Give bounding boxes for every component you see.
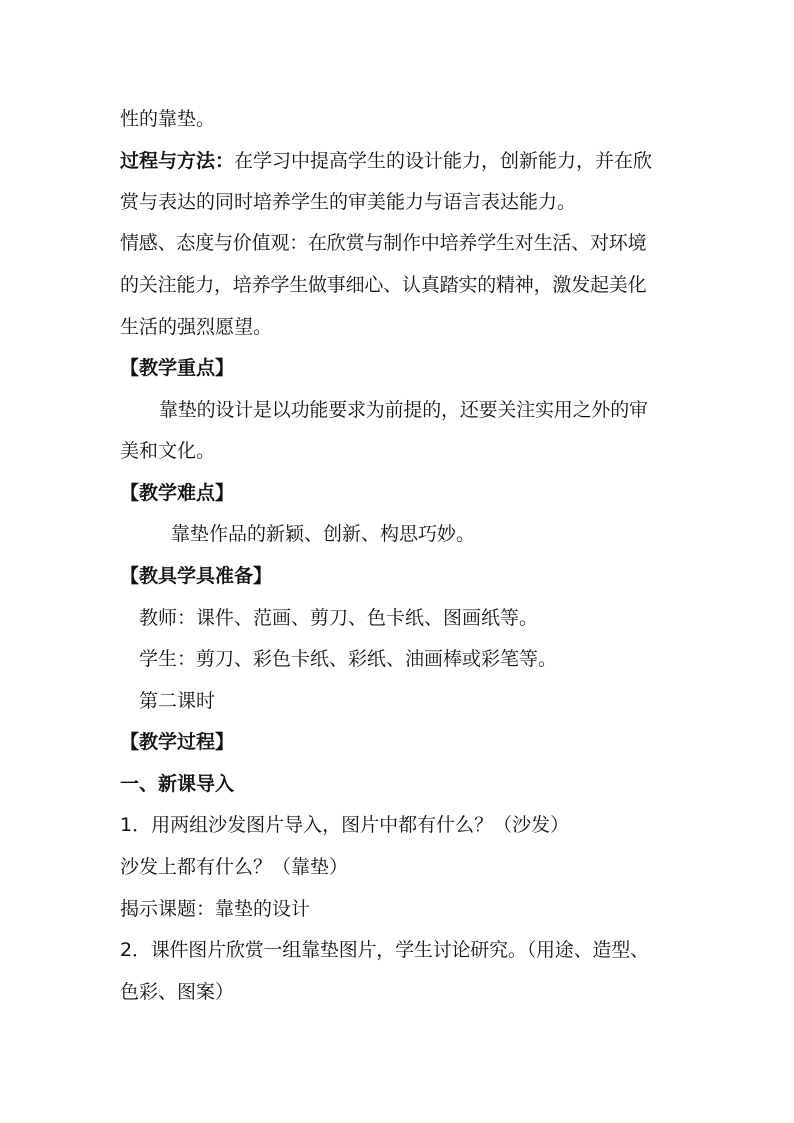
line-text: 揭示课题：靠垫的设计	[120, 898, 311, 920]
line-text: 学生：剪刀、彩色卡纸、彩纸、油画棒或彩笔等。	[139, 648, 558, 670]
teacher-materials-text	[139, 606, 538, 630]
line-text: 在学习中提高学生的设计能力，创新能力，并在欣	[234, 150, 653, 172]
line-text: 美和文化。	[120, 440, 216, 462]
text-line-6	[120, 315, 272, 339]
line-text: 靠垫作品的新颖、创新、构思巧妙。	[171, 523, 476, 545]
line-text: 色彩、图案）	[120, 981, 235, 1003]
line-text: 教师：课件、范画、剪刀、色卡纸、图画纸等。	[139, 607, 539, 629]
heading-text: 【教具学具准备】	[120, 565, 273, 587]
line-text: 沙发上都有什么？（靠垫）	[120, 856, 349, 878]
heading-text: 【教学重点】	[120, 357, 235, 379]
heading-text: 【教学难点】	[120, 482, 235, 504]
line-text: 情感、态度与价值观：在欣赏与制作中培养学生对生活、对环境	[120, 232, 647, 254]
emotion-attitude-line	[120, 231, 646, 255]
line-text: 靠垫的设计是以功能要求为前提的，还要关注实用之外的审	[159, 399, 648, 421]
line-text: 第二课时	[139, 690, 216, 712]
section-heading-materials	[120, 564, 272, 588]
section-heading-intro	[120, 772, 234, 796]
line-text: 生活的强烈愿望。	[120, 316, 273, 338]
text-line-1	[120, 107, 215, 131]
heading-text: 一、新课导入	[120, 773, 235, 795]
text-line-9	[120, 439, 215, 463]
text-line-5	[120, 273, 646, 297]
process-method-label: 过程与方法：	[120, 150, 235, 172]
line-text: 的关注能力，培养学生做事细心、认真踏实的精神，激发起美化	[120, 274, 647, 296]
text-line-22	[120, 980, 234, 1004]
key-points-text	[159, 398, 648, 422]
numbered-step-2	[120, 938, 649, 962]
text-line-3	[120, 190, 576, 214]
student-materials-text	[139, 647, 557, 671]
process-method-line	[120, 149, 652, 173]
line-text: 2．课件图片欣赏一组靠垫图片，学生讨论研究。（用途、造型、	[120, 939, 649, 961]
question-line	[120, 855, 348, 879]
section-heading-process	[120, 730, 234, 754]
section-heading-difficulties	[120, 481, 234, 505]
difficulties-text	[171, 522, 475, 546]
numbered-step-1	[120, 813, 569, 837]
heading-text: 【教学过程】	[120, 731, 235, 753]
line-text: 性的靠垫。	[120, 108, 216, 130]
line-text: 赏与表达的同时培养学生的审美能力与语言表达能力。	[120, 191, 577, 213]
topic-reveal-line	[120, 897, 310, 921]
second-lesson-label	[139, 689, 215, 713]
line-text: 1．用两组沙发图片导入，图片中都有什么？（沙发）	[120, 814, 570, 836]
section-heading-key-points	[120, 356, 234, 380]
